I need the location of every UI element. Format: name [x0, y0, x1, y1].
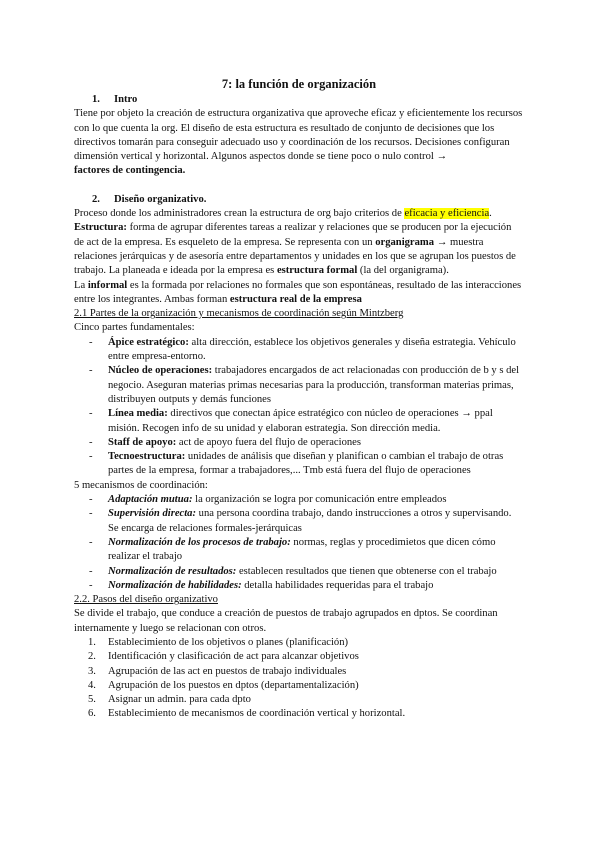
steps-list	[74, 636, 524, 722]
list-item	[74, 565, 524, 579]
list-item-term: Línea media:	[108, 408, 168, 420]
list-item-text: detalla habilidades requeridas para el trabajo	[241, 579, 434, 591]
structure-text-3: (la del organigrama).	[357, 265, 449, 277]
highlight-text: eficacia y eficiencia	[404, 208, 490, 220]
structure-text-2: → muestra relaciones jerárquicas y de asesoría entre departamentos y unidades en los que se agrupan los puestos de trabajo. La planeada e ideada por la empresa es	[74, 236, 516, 277]
list-item-term: Normalización de los procesos de trabajo:	[108, 536, 291, 548]
mechanisms-list	[74, 493, 524, 593]
subsection-2-1-heading: 2.1 Partes de la organización y mecanismos de coordinación según Mintzberg	[74, 308, 404, 320]
list-item-term: Núcleo de operaciones:	[108, 365, 213, 377]
list-item	[74, 579, 524, 593]
list-item	[74, 650, 524, 664]
list-item	[74, 665, 524, 679]
list-item-text: Establecimiento de los objetivos o planes (planificación)	[108, 636, 349, 648]
document-page	[74, 76, 524, 722]
design-paragraph	[74, 207, 524, 221]
structure-text-1: forma de agrupar diferentes tareas a realizar y relaciones que se producen por la ejecución de act de la empresa. Es esqueleto de la empresa. Se representa con un	[74, 222, 512, 248]
informal-text-1: La	[74, 279, 88, 291]
list-item-number: 4.	[88, 679, 96, 691]
list-item-text: alta dirección, establece los objetivos generales y diseña estrategia. Vehículo entre empresa-entorno.	[108, 336, 516, 363]
list-item	[74, 507, 524, 536]
list-item	[74, 636, 524, 650]
blank-line	[74, 179, 524, 193]
list-item-text: Identificación y clasificación de act para alcanzar objetivos	[108, 651, 359, 663]
intro-bold-text: factores de contingencia.	[74, 165, 186, 177]
list-item-text: directivos que conectan ápice estratégico con núcleo de operaciones → ppal misión. Recogen info de su unidad y elaboran estrategia. Son dirección media.	[108, 408, 493, 434]
list-item-term: Ápice estratégico:	[108, 336, 189, 348]
list-item-number: 3.	[88, 665, 96, 677]
list-item-number: 2.	[88, 651, 96, 663]
list-item	[74, 407, 524, 436]
informal-paragraph	[74, 279, 524, 308]
list-item-term: Adaptación mutua:	[108, 494, 193, 506]
list-item-number: 1.	[88, 636, 96, 648]
design-text-end: .	[489, 208, 492, 220]
section-1-heading	[74, 93, 524, 107]
list-item-number: 6.	[88, 708, 96, 720]
list-item-text: la organización se logra por comunicación entre empleados	[192, 494, 447, 506]
real-structure-term: estructura real de la empresa	[229, 293, 362, 305]
design-text: Proceso donde los administradores crean la estructura de org bajo criterios de	[74, 208, 405, 220]
organigrama-term: organigrama	[375, 236, 435, 248]
list-item	[74, 693, 524, 707]
list-item	[74, 536, 524, 565]
list-item-number: 5.	[88, 694, 96, 706]
list-item	[74, 364, 524, 407]
section-2-title: Diseño organizativo.	[114, 193, 207, 205]
list-item-term: Tecnoestructura:	[108, 451, 186, 463]
steps-intro: Se divide el trabajo, que conduce a creación de puestos de trabajo agrupados en dptos. Se coordinan internamente y luego se relacionan con otros.	[74, 608, 498, 634]
list-item-text: trabajadores encargados de act relacionadas con producción de b y s del negocio. Aseguran materias primas necesarias para la producción, transforman materias primas, distribuyen outputs y demás funciones	[108, 365, 520, 405]
section-1-title: Intro	[114, 94, 138, 105]
list-item-text: unidades de análisis que diseñan y planifican o cambian el trabajo de otras partes de la empresa, formar a trabajadores,... Tmb está fuera del flujo de operaciones	[108, 451, 504, 477]
list-item	[74, 707, 524, 721]
list-item-text: Establecimiento de mecanismos de coordinación vertical y horizontal.	[108, 708, 406, 720]
section-1-body	[74, 107, 524, 178]
structure-paragraph	[74, 221, 524, 278]
list-item-term: Normalización de habilidades:	[108, 579, 242, 591]
informal-text-2: es la formada por relaciones no formales que son espontáneas, resultado de las interacciones entre los integrantes. Ambas forman	[74, 279, 522, 305]
list-item	[74, 336, 524, 365]
list-item-text: una persona coordina trabajo, dando instrucciones a otros y supervisando. Se encarga de relaciones formales-jerárquicas	[108, 508, 512, 534]
list-item	[74, 450, 524, 479]
section-2-number: 2.	[92, 193, 100, 205]
formal-structure-term: estructura formal	[276, 265, 358, 277]
list-item	[74, 493, 524, 507]
list-item-term: Supervisión directa:	[108, 508, 196, 520]
intro-text: Tiene por objeto la creación de estructura organizativa que aproveche eficaz y eficientemente los recursos con lo que cuenta la org. El diseño de esta estructura es resultado de conjunto de decisiones que los directivos tomarán para conseguir adecuado uso y coordinación de los recursos. Decisiones configuran dimensión vertical y horizontal. Algunos aspectos donde se tiene poco o nulo control →	[74, 108, 523, 163]
subsection-2-2-heading: 2.2. Pasos del diseño organizativo	[74, 594, 218, 606]
structure-term: Estructura:	[74, 222, 127, 234]
list-item-text: act de apoyo fuera del flujo de operaciones	[176, 436, 361, 448]
list-item-text: normas, reglas y procedimietos que dicen cómo realizar el trabajo	[108, 536, 496, 563]
page-title: 7: la función de organización	[221, 77, 377, 91]
list-item-text: Agrupación de las act en puestos de trabajo individuales	[108, 665, 347, 677]
section-2-heading	[74, 193, 524, 207]
list-item-text: Asignar un admin. para cada dpto	[108, 694, 251, 706]
list-item	[74, 436, 524, 450]
informal-term: informal	[87, 279, 128, 291]
section-1-number: 1.	[92, 94, 100, 105]
list-item-term: Staff de apoyo:	[108, 436, 177, 448]
list-item-text: Agrupación de los puestos en dptos (departamentalización)	[108, 679, 359, 691]
parts-list	[74, 336, 524, 479]
list-item-term: Normalización de resultados:	[108, 565, 237, 577]
mechanisms-intro: 5 mecanismos de coordinación:	[74, 479, 208, 491]
list-item-text: establecen resultados que tienen que obtenerse con el trabajo	[236, 565, 497, 577]
list-item	[74, 679, 524, 693]
parts-intro: Cinco partes fundamentales:	[74, 322, 195, 334]
